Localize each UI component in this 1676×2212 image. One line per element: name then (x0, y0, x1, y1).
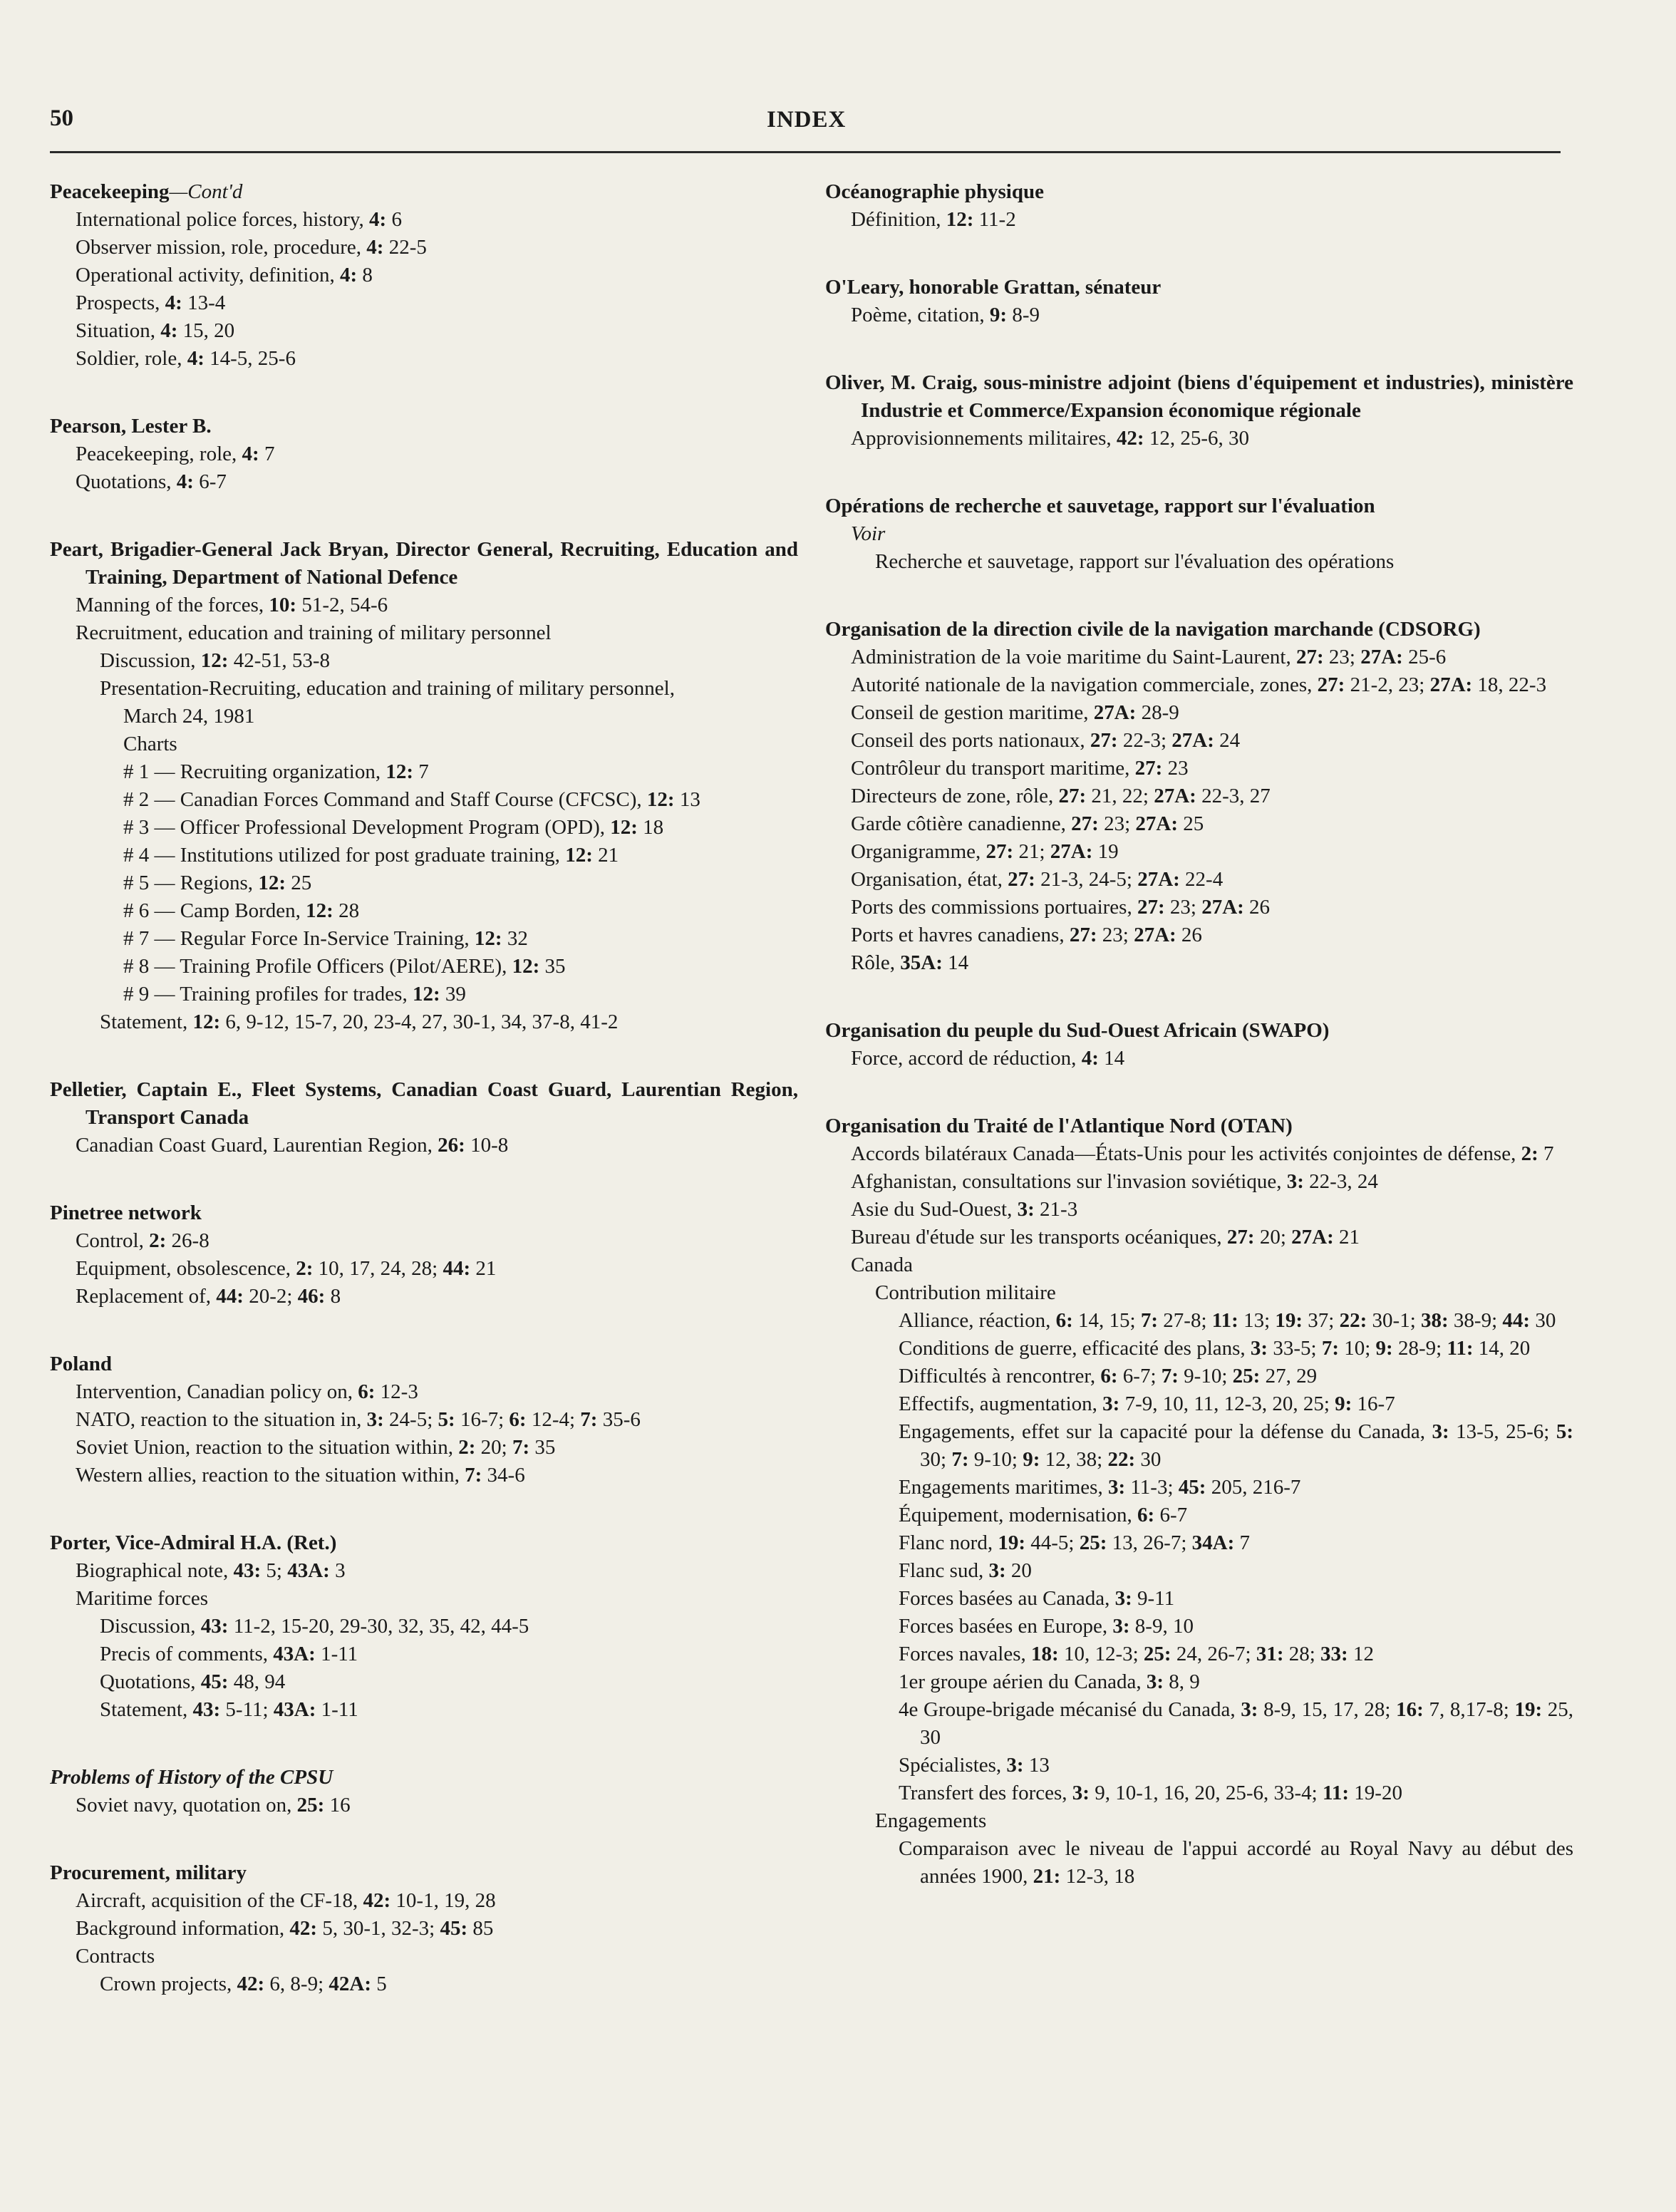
entry-item: Alliance, réaction, 6: 14, 15; 7: 27-8; 11: 13; 19: 37; 22: 30-1; 38: 38-9; 44: 30 (899, 1309, 1556, 1332)
entry-item: Afghanistan, consultations sur l'invasion soviétique, 3: 22-3, 24 (851, 1170, 1378, 1193)
index-entry (50, 1859, 798, 1998)
entry-heading: Oliver, M. Craig, sous-ministre adjoint (biens d'équipement et industries), ministère Industrie et Commerce/Expansion économique régionale (825, 371, 1573, 422)
entry-item: Contribution militaire (875, 1281, 1056, 1304)
index-entry (50, 1529, 798, 1724)
entry-item: Force, accord de réduction, 4: 14 (851, 1047, 1125, 1070)
entry-item: Contrôleur du transport maritime, 27: 23 (851, 757, 1189, 780)
entry-item: Conseil des ports nationaux, 27: 22-3; 27A: 24 (851, 729, 1241, 752)
entry-heading: Peacekeeping—Cont'd (50, 180, 243, 203)
chart-item: # 3 — Officer Professional Development Program (OPD), 12: 18 (123, 816, 664, 839)
entry-item: Garde côtière canadienne, 27: 23; 27A: 25 (851, 812, 1204, 835)
entry-item: Charts (123, 733, 177, 755)
entry-item: March 24, 1981 (123, 705, 255, 728)
entry-heading: Océanographie physique (825, 180, 1044, 203)
index-entry (50, 178, 798, 373)
entry-item: Equipment, obsolescence, 2: 10, 17, 24, 28; 44: 21 (76, 1257, 497, 1280)
entry-item: Ports des commissions portuaires, 27: 23; 27A: 26 (851, 896, 1271, 919)
entry-item: Organisation, état, 27: 21-3, 24-5; 27A: 22-4 (851, 868, 1224, 891)
right-index-column (825, 178, 1573, 1931)
entry-item: Discussion, 12: 42-51, 53-8 (100, 649, 331, 672)
chart-item: # 5 — Regions, 12: 25 (123, 872, 312, 894)
index-entry (825, 369, 1573, 453)
chart-item: # 4 — Institutions utilized for post graduate training, 12: 21 (123, 844, 619, 867)
entry-item: Crown projects, 42: 6, 8-9; 42A: 5 (100, 1973, 387, 1995)
index-entry (825, 1112, 1573, 1891)
entry-item: Biographical note, 43: 5; 43A: 3 (76, 1559, 346, 1582)
page-number: 50 (50, 105, 73, 131)
entry-item: Administration de la voie maritime du Saint-Laurent, 27: 23; 27A: 25-6 (851, 646, 1447, 668)
index-entry (825, 1017, 1573, 1073)
entry-item: 1er groupe aérien du Canada, 3: 8, 9 (899, 1670, 1200, 1693)
entry-item: Aircraft, acquisition of the CF-18, 42: 10-1, 19, 28 (76, 1889, 496, 1912)
entry-item: Flanc sud, 3: 20 (899, 1559, 1032, 1582)
entry-heading: O'Leary, honorable Grattan, sénateur (825, 276, 1162, 299)
chart-item: # 6 — Camp Borden, 12: 28 (123, 899, 360, 922)
entry-item: Asie du Sud-Ouest, 3: 21-3 (851, 1198, 1078, 1221)
entry-item: Soldier, role, 4: 14-5, 25-6 (76, 347, 296, 370)
index-entry (50, 536, 798, 1036)
entry-item: Effectifs, augmentation, 3: 7-9, 10, 11, 12-3, 20, 25; 9: 16-7 (899, 1392, 1395, 1415)
header-rule (50, 151, 1561, 153)
entry-heading: Pinetree network (50, 1201, 202, 1224)
entry-item: Conseil de gestion maritime, 27A: 28-9 (851, 701, 1179, 724)
entry-heading: Organisation de la direction civile de la navigation marchande (CDSORG) (825, 618, 1481, 641)
entry-item: Statement, 12: 6, 9-12, 15-7, 20, 23-4, 27, 30-1, 34, 37-8, 41-2 (100, 1011, 619, 1033)
entry-item: Difficultés à rencontrer, 6: 6-7; 7: 9-10; 25: 27, 29 (899, 1365, 1318, 1387)
entry-item: Ports et havres canadiens, 27: 23; 27A: 26 (851, 924, 1202, 946)
entry-item: Peacekeeping, role, 4: 7 (76, 443, 275, 465)
entry-item: Operational activity, definition, 4: 8 (76, 264, 373, 286)
entry-item: Conditions de guerre, efficacité des plans, 3: 33-5; 7: 10; 9: 28-9; 11: 14, 20 (899, 1337, 1531, 1360)
index-entry (825, 492, 1573, 576)
entry-item: Spécialistes, 3: 13 (899, 1754, 1050, 1777)
entry-item: Intervention, Canadian policy on, 6: 12-3 (76, 1380, 418, 1403)
running-head: INDEX (767, 107, 847, 133)
entry-heading: Opérations de recherche et sauvetage, rapport sur l'évaluation (825, 495, 1375, 517)
entry-heading: Porter, Vice-Admiral H.A. (Ret.) (50, 1531, 337, 1554)
index-entry (50, 1350, 798, 1489)
entry-item: Forces basées au Canada, 3: 9-11 (899, 1587, 1175, 1610)
entry-heading: Poland (50, 1353, 113, 1375)
entry-item: Control, 2: 26-8 (76, 1229, 210, 1252)
entry-heading: Organisation du peuple du Sud-Ouest Africain (SWAPO) (825, 1019, 1330, 1042)
entry-heading: Procurement, military (50, 1861, 247, 1884)
entry-item: Engagements maritimes, 3: 11-3; 45: 205, 216-7 (899, 1476, 1301, 1499)
entry-item: NATO, reaction to the situation in, 3: 24-5; 5: 16-7; 6: 12-4; 7: 35-6 (76, 1408, 641, 1431)
entry-item: Maritime forces (76, 1587, 209, 1610)
chart-item: # 2 — Canadian Forces Command and Staff Course (CFCSC), 12: 13 (123, 788, 700, 811)
entry-item: Background information, 42: 5, 30-1, 32-3; 45: 85 (76, 1917, 494, 1940)
entry-item: Accords bilatéraux Canada—États-Unis pour les activités conjointes de défense, 2: 7 (851, 1142, 1554, 1165)
chart-item: # 1 — Recruiting organization, 12: 7 (123, 760, 429, 783)
entry-item: Comparaison avec le niveau de l'appui accordé au Royal Navy au début des années 1900, 21: 12-3, 18 (899, 1837, 1573, 1888)
entry-item: Bureau d'étude sur les transports océaniques, 27: 20; 27A: 21 (851, 1226, 1360, 1249)
entry-item: Observer mission, role, procedure, 4: 22-5 (76, 236, 427, 259)
entry-item: Contracts (76, 1945, 155, 1968)
entry-item: Approvisionnements militaires, 42: 12, 25-6, 30 (851, 427, 1250, 450)
entry-item: Prospects, 4: 13-4 (76, 291, 226, 314)
entry-item: Soviet Union, reaction to the situation within, 2: 20; 7: 35 (76, 1436, 556, 1459)
chart-item: # 8 — Training Profile Officers (Pilot/AERE), 12: 35 (123, 955, 566, 978)
entry-item: Recherche et sauvetage, rapport sur l'évaluation des opérations (875, 550, 1395, 573)
entry-item: Quotations, 4: 6-7 (76, 470, 227, 493)
entry-item: Western allies, reaction to the situation within, 7: 34-6 (76, 1464, 525, 1487)
index-entry (825, 616, 1573, 977)
index-entry (825, 178, 1573, 234)
entry-heading: Pelletier, Captain E., Fleet Systems, Canadian Coast Guard, Laurentian Region, Transport Canada (50, 1078, 798, 1129)
index-entry (50, 1764, 798, 1819)
entry-item: Statement, 43: 5-11; 43A: 1-11 (100, 1698, 358, 1721)
see-reference: Voir (851, 522, 886, 545)
entry-item: Quotations, 45: 48, 94 (100, 1670, 286, 1693)
chart-item: # 7 — Regular Force In-Service Training, 12: 32 (123, 927, 528, 950)
entry-item: Directeurs de zone, rôle, 27: 21, 22; 27A: 22-3, 27 (851, 785, 1271, 807)
entry-item: Recruitment, education and training of military personnel (76, 621, 552, 644)
entry-item: Poème, citation, 9: 8-9 (851, 304, 1040, 326)
entry-item: International police forces, history, 4: 6 (76, 208, 402, 231)
index-entry (825, 274, 1573, 329)
entry-item: Équipement, modernisation, 6: 6-7 (899, 1504, 1188, 1526)
entry-heading: Organisation du Traité de l'Atlantique Nord (OTAN) (825, 1115, 1293, 1137)
chart-item: # 9 — Training profiles for trades, 12: 39 (123, 983, 466, 1006)
entry-item: Flanc nord, 19: 44-5; 25: 13, 26-7; 34A: 7 (899, 1531, 1250, 1554)
entry-item: 4e Groupe-brigade mécanisé du Canada, 3: 8-9, 15, 17, 28; 16: 7, 8,17-8; 19: 25, 30 (899, 1698, 1574, 1749)
entry-item: Soviet navy, quotation on, 25: 16 (76, 1794, 351, 1816)
entry-item: Engagements, effet sur la capacité pour la défense du Canada, 3: 13-5, 25-6; 5: 30; 7: 9-10; 9: 12, 38; 22: 30 (899, 1420, 1574, 1471)
entry-item: Situation, 4: 15, 20 (76, 319, 235, 342)
entry-item: Precis of comments, 43A: 1-11 (100, 1643, 358, 1665)
entry-item: Canada (851, 1254, 913, 1276)
entry-item: Définition, 12: 11-2 (851, 208, 1016, 231)
entry-item: Manning of the forces, 10: 51-2, 54-6 (76, 594, 388, 616)
entry-heading: Pearson, Lester B. (50, 415, 212, 438)
left-index-column (50, 178, 798, 2038)
entry-item: Organigramme, 27: 21; 27A: 19 (851, 840, 1119, 863)
entry-item: Presentation-Recruiting, education and training of military personnel, (100, 677, 675, 700)
entry-item: Canadian Coast Guard, Laurentian Region, 26: 10-8 (76, 1134, 509, 1157)
entry-item: Forces navales, 18: 10, 12-3; 25: 24, 26-7; 31: 28; 33: 12 (899, 1643, 1374, 1665)
index-entry (50, 1199, 798, 1311)
index-entry (50, 1076, 798, 1159)
entry-item: Autorité nationale de la navigation commerciale, zones, 27: 21-2, 23; 27A: 18, 22-3 (851, 673, 1547, 696)
entry-item: Forces basées en Europe, 3: 8-9, 10 (899, 1615, 1194, 1638)
entry-heading: Peart, Brigadier-General Jack Bryan, Director General, Recruiting, Education and Training, Department of National Defence (50, 538, 798, 589)
entry-item: Transfert des forces, 3: 9, 10-1, 16, 20, 25-6, 33-4; 11: 19-20 (899, 1782, 1402, 1804)
entry-item: Rôle, 35A: 14 (851, 951, 969, 974)
entry-item: Engagements (875, 1809, 987, 1832)
entry-item: Discussion, 43: 11-2, 15-20, 29-30, 32, 35, 42, 44-5 (100, 1615, 529, 1638)
entry-heading: Problems of History of the CPSU (50, 1766, 333, 1789)
entry-item: Replacement of, 44: 20-2; 46: 8 (76, 1285, 341, 1308)
index-entry (50, 413, 798, 496)
